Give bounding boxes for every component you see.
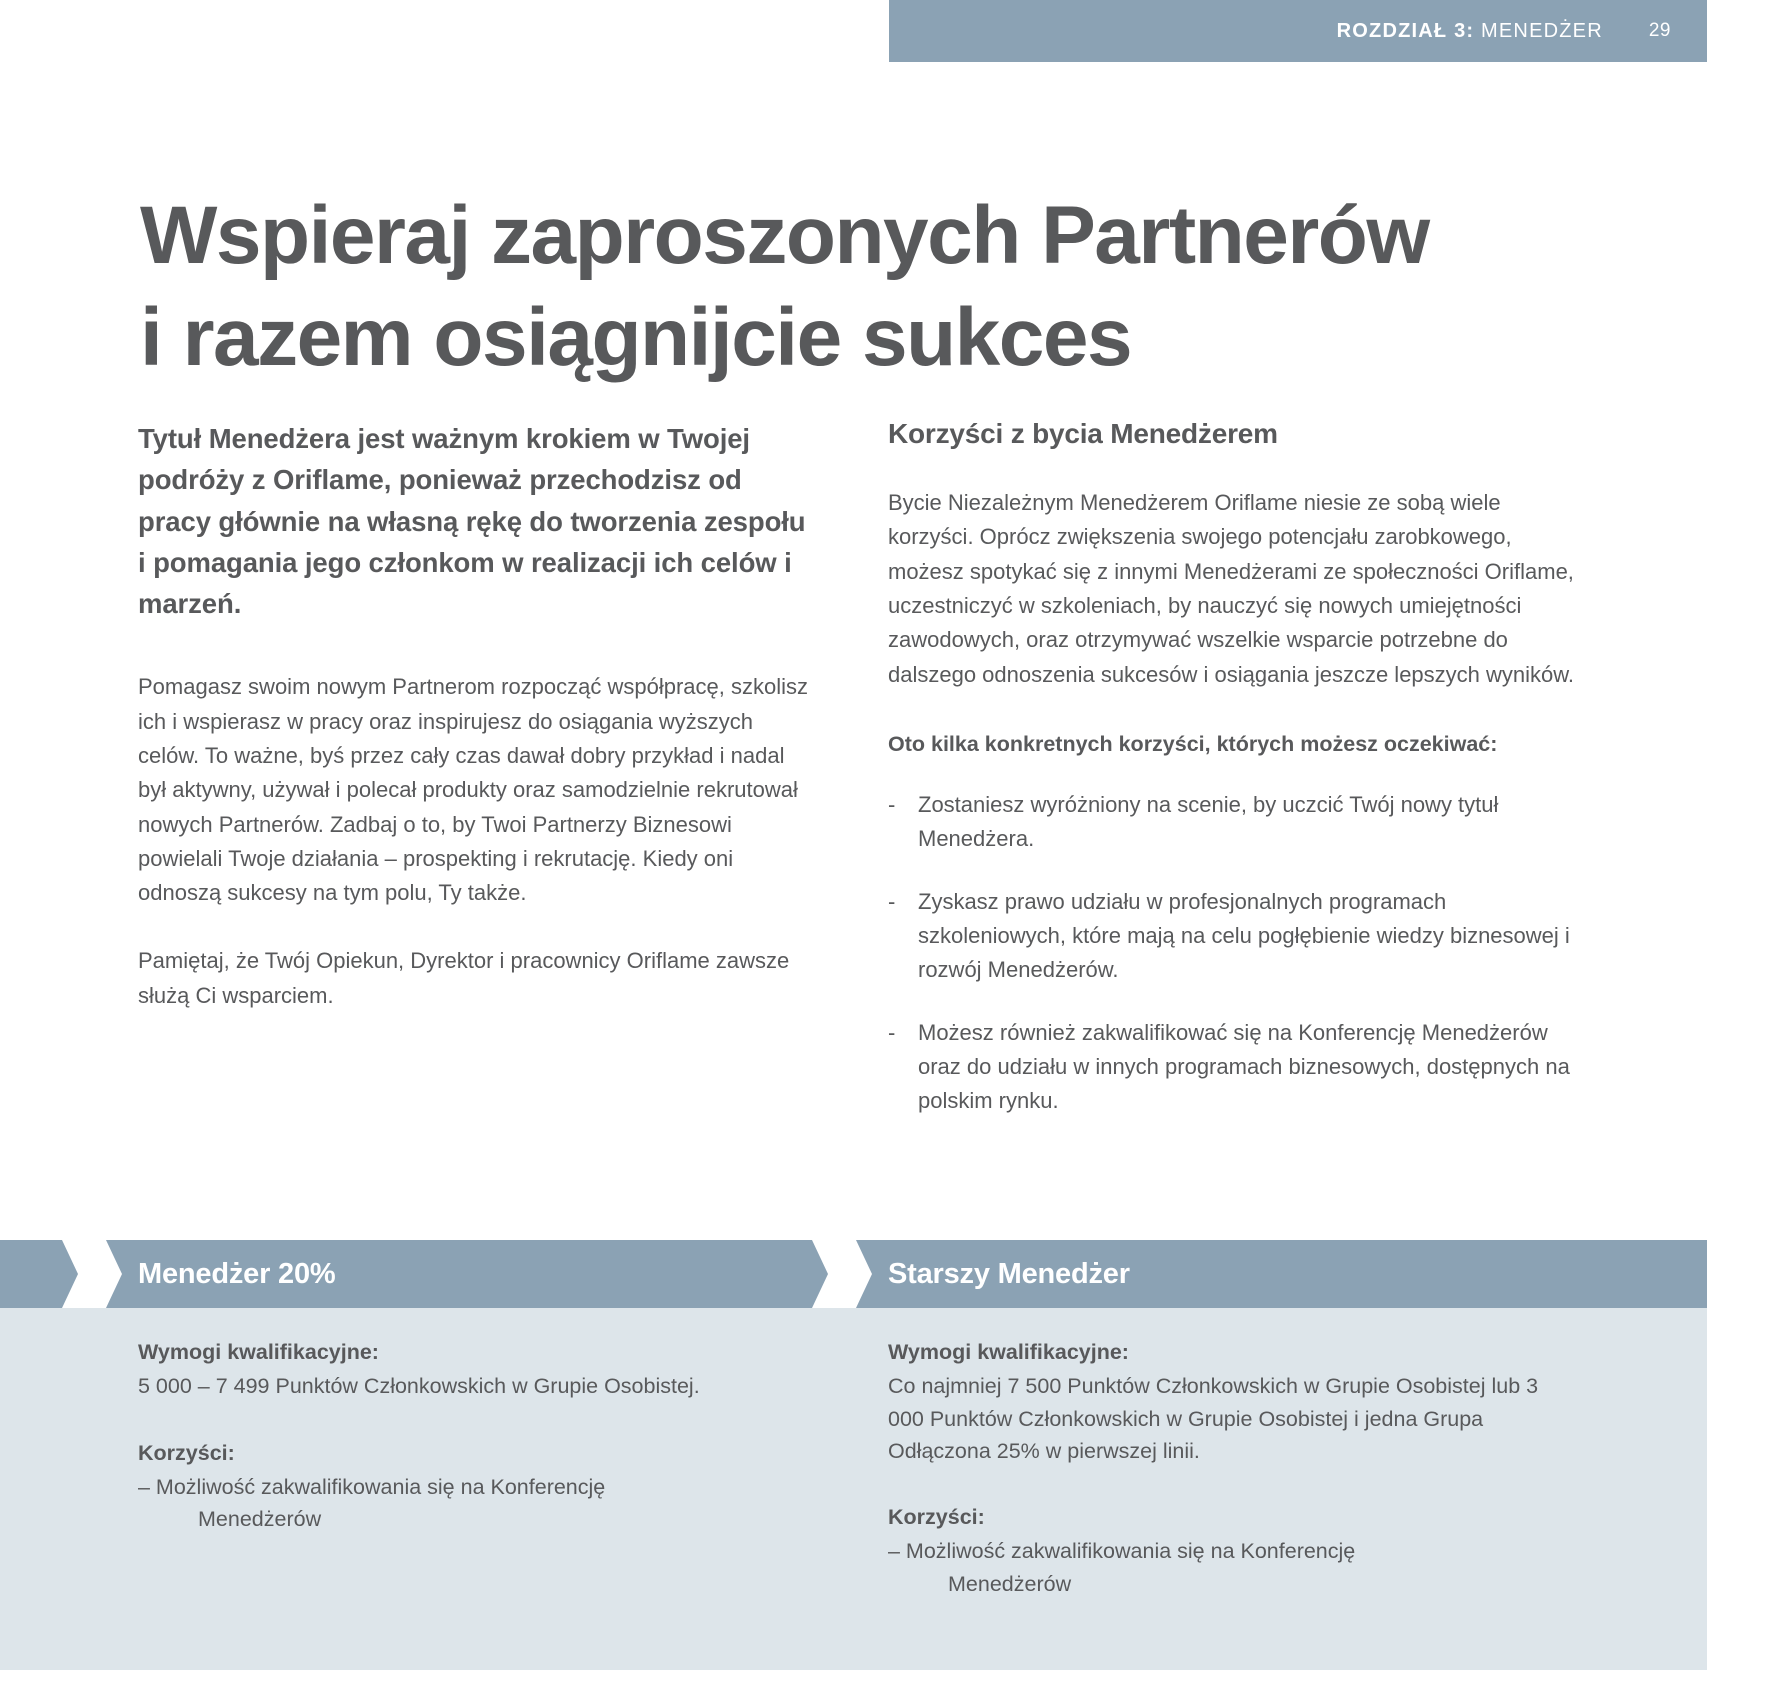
benefit-bullet [888,885,1578,988]
requirements-text: 5 000 – 7 499 Punktów Członkowskich w Grupie Osobistej. [138,1374,700,1399]
benefit-bullet-text: Zostaniesz wyróżniony na scenie, by uczcić Twój nowy tytuł Menedżera. [918,792,1499,852]
page-title-line-1: Wspieraj zaproszonych Partnerów [140,189,1429,281]
panel-title-senior-manager: Starszy Menedżer [888,1257,1130,1290]
bullet-marker: - [888,792,896,818]
bullet-marker: - [888,888,896,914]
left-paragraph-1: Pomagasz swoim nowym Partnerom rozpocząć współpracę, szkolisz ich i wspierasz w pracy oraz inspirujesz do osiągania wyższych celów. To ważne, byś przez cały czas dawał dobry przykład i nadal był aktywny, używał i polecał produkty oraz samodzielnie rekrutował nowych Partnerów. Zadbaj o to, by Twoi Partnerzy Biznesowi powielali Twoje działania – prospekting i rekrutację. Kiedy oni odnoszą sukcesy na tym polu, Ty także. [138,674,809,906]
benefit-item [138,1471,798,1536]
benefit-bullet-text: Możesz również zakwalifikować się na Konferencję Menedżerów oraz do udziału w innych programach biznesowych, dostępnych na polskim rynku. [918,1019,1570,1114]
benefits-label: Korzyści: [888,1505,985,1529]
arrow-notch-icon [62,1240,122,1308]
page-title-line-2: i razem osiągnijcie sukces [140,292,1132,384]
benefit-bullet [888,788,1578,857]
panel-body-background [0,1308,1707,1670]
page-title [140,185,1580,390]
arrow-notch-icon [812,1240,872,1308]
requirements-block [138,1336,798,1403]
benefit-item-text: – Możliwość zakwalifikowania się na Konferencję [138,1474,606,1499]
right-margin [1707,0,1785,1688]
benefit-bullet-text: Zyskasz prawo udziału w profesjonalnych programach szkoleniowych, które mają na celu pogłębienie wiedzy biznesowej i rozwój Menedżerów. [918,888,1570,983]
benefits-block [888,1501,1548,1600]
requirements-label: Wymogi kwalifikacyjne: [138,1340,379,1364]
right-paragraph-1: Bycie Niezależnym Menedżerem Oriflame niesie ze sobą wiele korzyści. Oprócz zwiększenia swojego potencjału zarobkowego, możesz spotykać się z innymi Menedżerami ze społeczności Oriflame, uczestniczyć w szkoleniach, by nauczyć się nowych umiejętności zawodowych, oraz otrzymywać wszelkie wsparcie potrzebne do dalszego odnoszenia sukcesów i osiągania jeszcze lepszych wyników. [888,490,1575,687]
benefit-item [888,1535,1548,1600]
lead-paragraph: Tytuł Menedżera jest ważnym krokiem w Twojej podróży z Oriflame, ponieważ przechodzisz od pracy głównie na własną rękę do tworzenia zespołu i pomagania jego członkom w realizacji ich celów i marzeń. [138,423,806,619]
benefits-label: Korzyści: [138,1440,235,1465]
qualification-panels [0,1240,1707,1670]
page-number: 29 [1648,20,1671,41]
right-text-column [888,418,1578,1147]
benefit-item-text: – Możliwość zakwalifikowania się na Konferencję [888,1539,1356,1564]
benefit-item-continuation: Menedżerów [198,1507,322,1531]
requirements-block [888,1336,1548,1467]
panel-content-manager [138,1336,798,1535]
chapter-name: MENEDŻER [1481,19,1603,42]
panel-title-manager: Menedżer 20% [138,1257,336,1290]
panel-content-senior-manager [888,1336,1548,1600]
panel-ribbon-bar [0,1240,1707,1308]
benefits-list-intro: Oto kilka konkretnych korzyści, których możesz oczekiwać: [888,731,1498,756]
benefit-bullet [888,1016,1578,1119]
benefits-heading: Korzyści z bycia Menedżerem [888,418,1278,449]
chapter-breadcrumb [1337,20,1603,43]
left-paragraph-2: Pamiętaj, że Twój Opiekun, Dyrektor i pracownicy Oriflame zawsze służą Ci wsparciem. [138,948,790,1008]
benefits-block [138,1437,798,1536]
bottom-margin [0,1670,1785,1688]
requirements-label: Wymogi kwalifikacyjne: [888,1340,1129,1364]
requirements-text: Co najmniej 7 500 Punktów Członkowskich w Grupie Osobistej lub 3 000 Punktów Członkowskich w Grupie Osobistej i jedna Grupa Odłączona 25% w pierwszej linii. [888,1374,1539,1463]
bullet-marker: - [888,1019,896,1045]
page-header-bar [889,0,1707,62]
chapter-label: ROZDZIAŁ 3: [1336,19,1475,42]
left-text-column [138,418,818,1047]
benefit-item-continuation: Menedżerów [948,1571,1072,1596]
